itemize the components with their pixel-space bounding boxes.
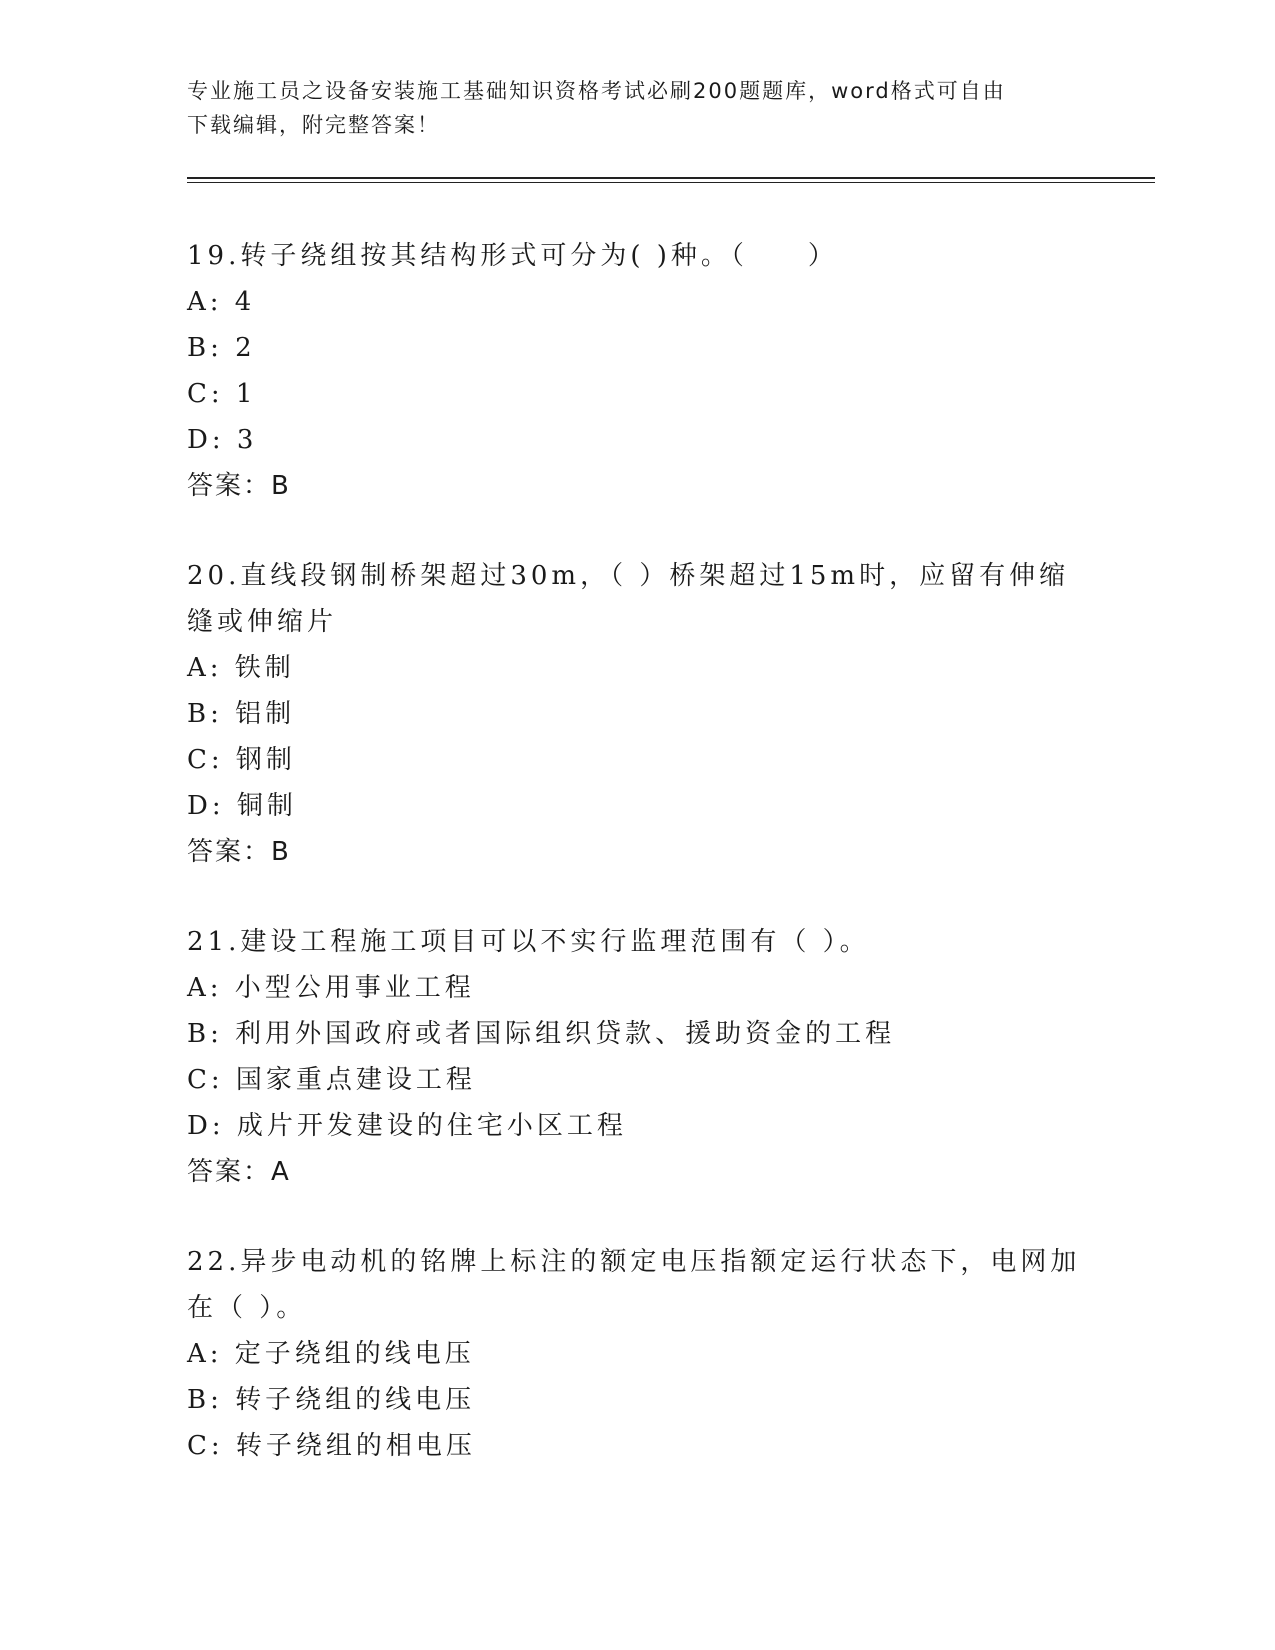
question-19 [187,233,1087,509]
question-text: 20.直线段钢制桥架超过30m，（ ）桥架超过15m时，应留有伸缩缝或伸缩片 [187,561,1070,637]
answer: 答案：B [187,471,291,501]
option-b: B: 转子绕组的线电压 [187,1385,476,1415]
question-20 [187,553,1087,875]
option-d: D: 成片开发建设的住宅小区工程 [187,1111,627,1141]
document-header [187,74,1087,142]
option-d: D: 3 [187,425,258,455]
option-b: B: 铝制 [187,699,296,729]
question-22 [187,1239,1087,1469]
option-c: C: 转子绕组的相电压 [187,1431,476,1461]
option-c: C: 1 [187,379,257,409]
header-line-1: 专业施工员之设备安装施工基础知识资格考试必刷200题题库，word格式可自由 [187,79,1006,103]
header-divider-thin [187,182,1155,183]
option-a: A: 小型公用事业工程 [187,973,475,1003]
option-a: A: 4 [187,287,256,317]
option-b: B: 2 [187,333,256,363]
question-text: 22.异步电动机的铭牌上标注的额定电压指额定运行状态下，电网加在（ ）。 [187,1247,1081,1323]
option-b: B: 利用外国政府或者国际组织贷款、援助资金的工程 [187,1019,896,1049]
question-text: 21.建设工程施工项目可以不实行监理范围有（ ）。 [187,927,870,957]
option-d: D: 铜制 [187,791,297,821]
answer: 答案：B [187,837,291,867]
header-divider-thick [187,177,1155,179]
answer: 答案：A [187,1157,291,1187]
header-line-2: 下载编辑，附完整答案！ [187,113,440,137]
question-21 [187,919,1087,1195]
option-a: A: 定子绕组的线电压 [187,1339,475,1369]
question-list [187,233,1087,1513]
option-a: A: 铁制 [187,653,295,683]
question-text: 19.转子绕组按其结构形式可分为( )种。（ ） [187,241,838,271]
option-c: C: 国家重点建设工程 [187,1065,476,1095]
option-c: C: 钢制 [187,745,296,775]
